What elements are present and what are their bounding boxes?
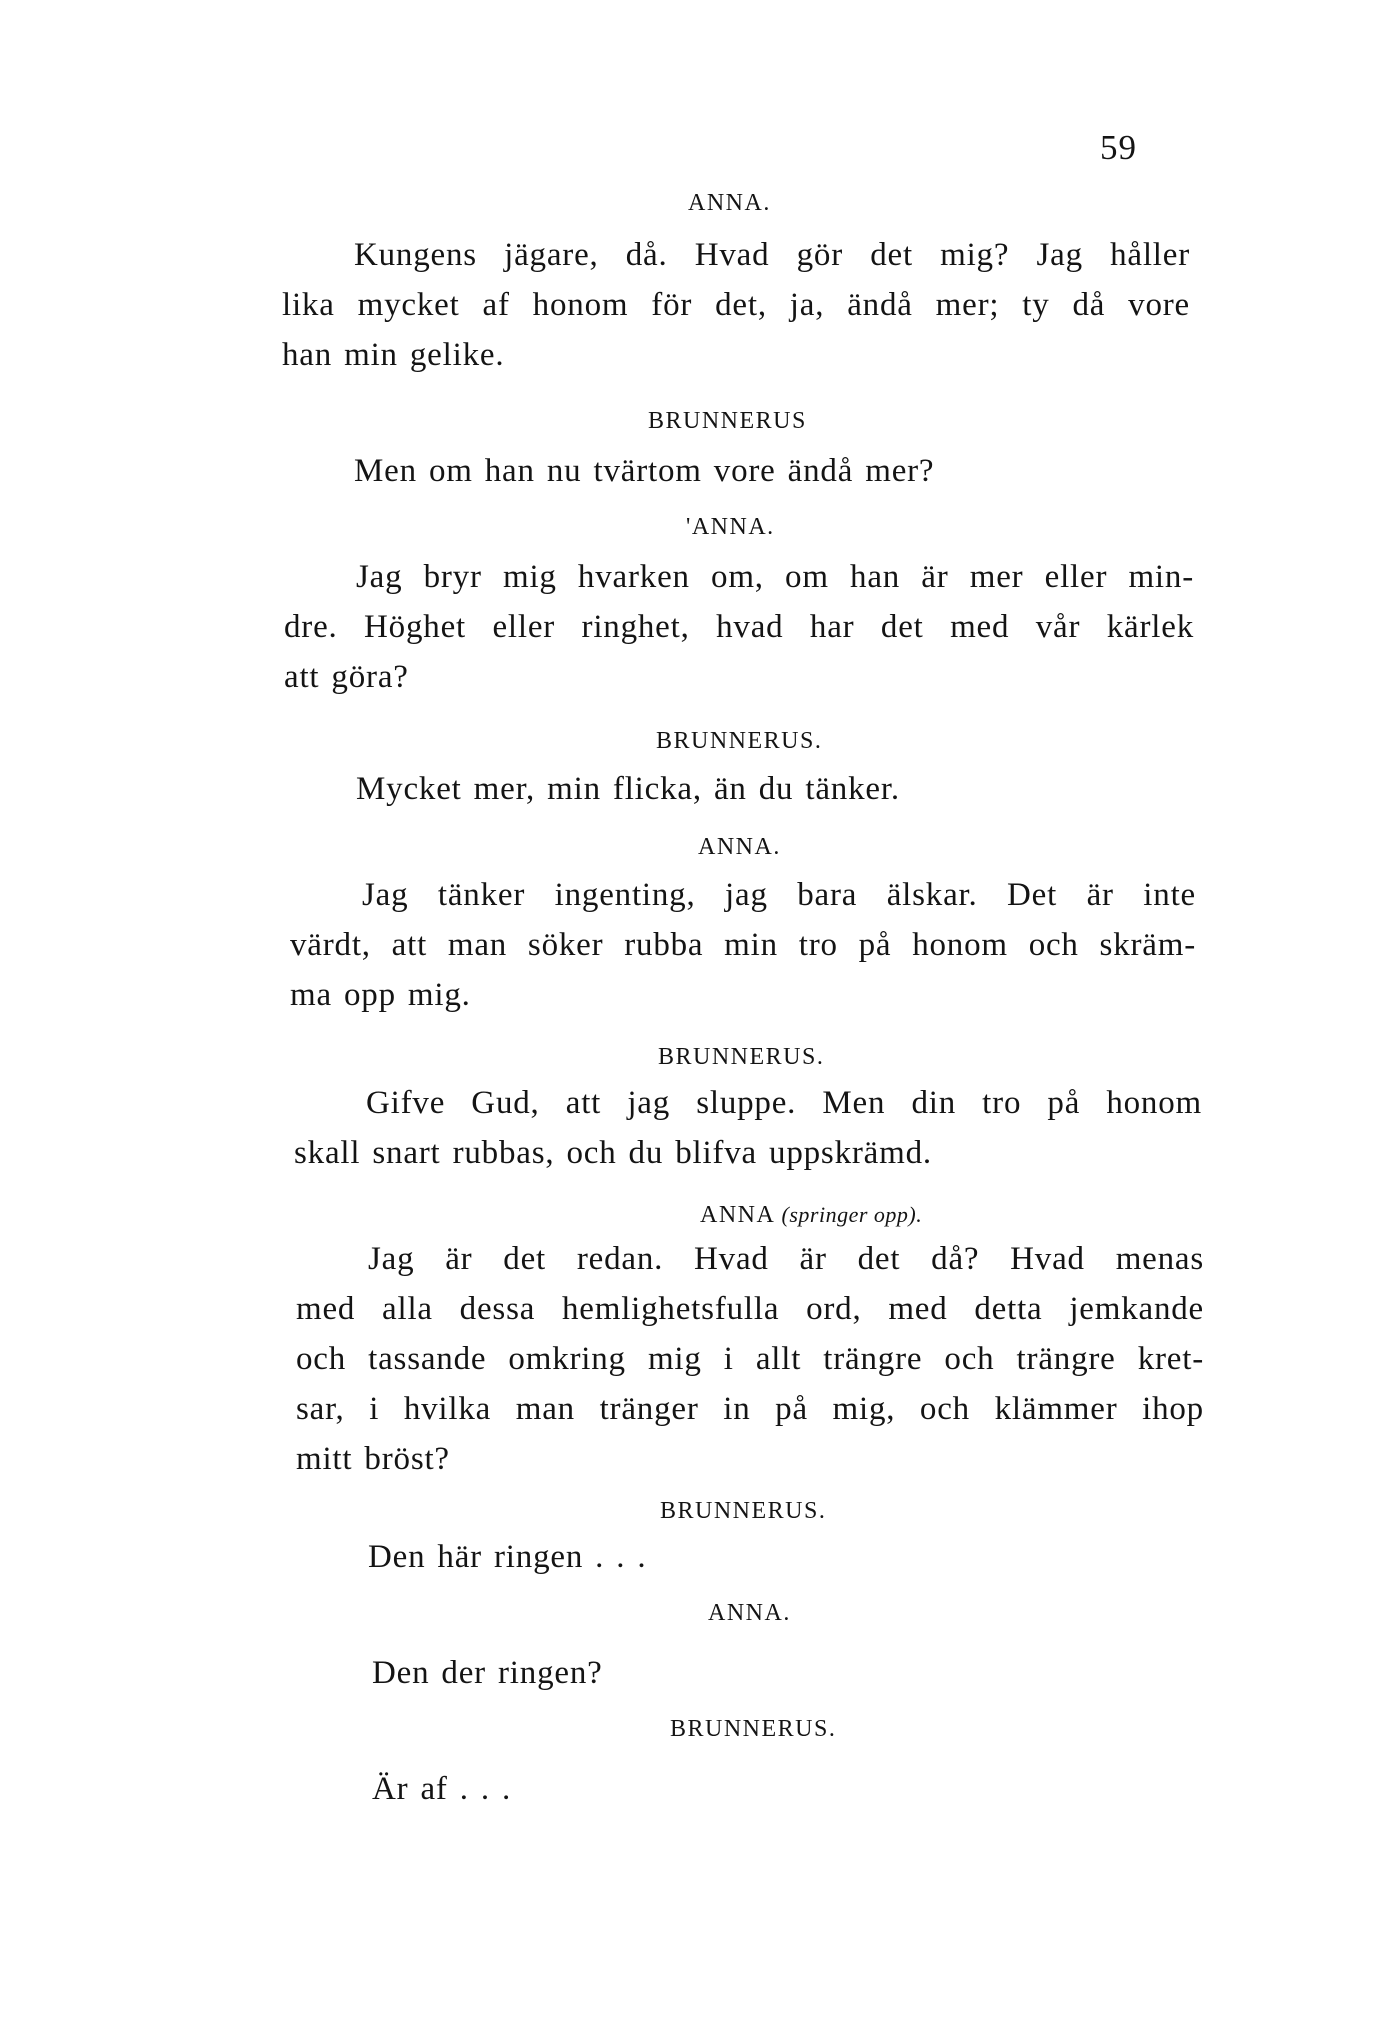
speech-line: Jag bryr mig hvarken om, om han är mer eller min- <box>356 559 1194 595</box>
speaker-label: BRUNNERUS. <box>670 1716 837 1742</box>
speech-block <box>290 870 1196 1020</box>
speech-block <box>284 552 1194 702</box>
speech-block <box>294 1078 1202 1178</box>
speaker-label: ANNA. <box>698 834 781 860</box>
speaker-label: ANNA. <box>688 190 771 216</box>
speech-line: Kungens jägare, då. Hvad gör det mig? Jag håller <box>354 237 1190 273</box>
speech-line: Gifve Gud, att jag sluppe. Men din tro på honom <box>366 1085 1202 1121</box>
speech-line: mitt bröst? <box>296 1441 450 1477</box>
speech-line: Den der ringen? <box>372 1655 603 1691</box>
speech-line: och tassande omkring mig i allt trängre och trängre kret- <box>296 1341 1204 1377</box>
speaker-label: BRUNNERUS. <box>656 728 823 754</box>
speaker-label: 'ANNA. <box>686 514 775 540</box>
speech-line: Den här ringen . . . <box>368 1539 647 1575</box>
speech-line: Mycket mer, min flicka, än du tänker. <box>356 771 900 807</box>
speaker-label: BRUNNERUS. <box>658 1044 825 1070</box>
speaker-name: ANNA <box>700 1202 775 1228</box>
speech-block <box>300 1648 1208 1698</box>
speech-line: ma opp mig. <box>290 977 471 1013</box>
speech-line: värdt, att man söker rubba min tro på honom och skräm- <box>290 927 1196 963</box>
speech-block <box>282 446 1190 496</box>
speech-line: skall snart rubbas, och du blifva uppskrämd. <box>294 1135 932 1171</box>
speech-line: lika mycket af honom för det, ja, ändå mer; ty då vore <box>282 287 1190 323</box>
speech-line: Jag är det redan. Hvad är det då? Hvad menas <box>368 1241 1204 1277</box>
speech-block <box>300 1764 1208 1814</box>
speech-line: Är af . . . <box>372 1771 512 1807</box>
speech-line: dre. Höghet eller ringhet, hvad har det med vår kärlek <box>284 609 1194 645</box>
speech-line: med alla dessa hemlighetsfulla ord, med detta jemkande <box>296 1291 1204 1327</box>
speech-line: Men om han nu tvärtom vore ändå mer? <box>354 453 935 489</box>
speech-block <box>284 764 1194 814</box>
speaker-label: BRUNNERUS <box>648 408 807 434</box>
speech-block <box>296 1532 1204 1582</box>
speech-block <box>296 1234 1204 1484</box>
speech-block <box>282 230 1190 380</box>
speech-line: att göra? <box>284 659 409 695</box>
speech-line: sar, i hvilka man tränger in på mig, och klämmer ihop <box>296 1391 1204 1427</box>
speech-line: han min gelike. <box>282 337 505 373</box>
stage-direction: (springer opp). <box>781 1202 923 1227</box>
speaker-label: ANNA. <box>708 1600 791 1626</box>
speech-line: Jag tänker ingenting, jag bara älskar. Det är inte <box>362 877 1196 913</box>
speaker-label <box>700 1200 922 1230</box>
page-number: 59 <box>1100 128 1137 167</box>
speaker-label: BRUNNERUS. <box>660 1498 827 1524</box>
